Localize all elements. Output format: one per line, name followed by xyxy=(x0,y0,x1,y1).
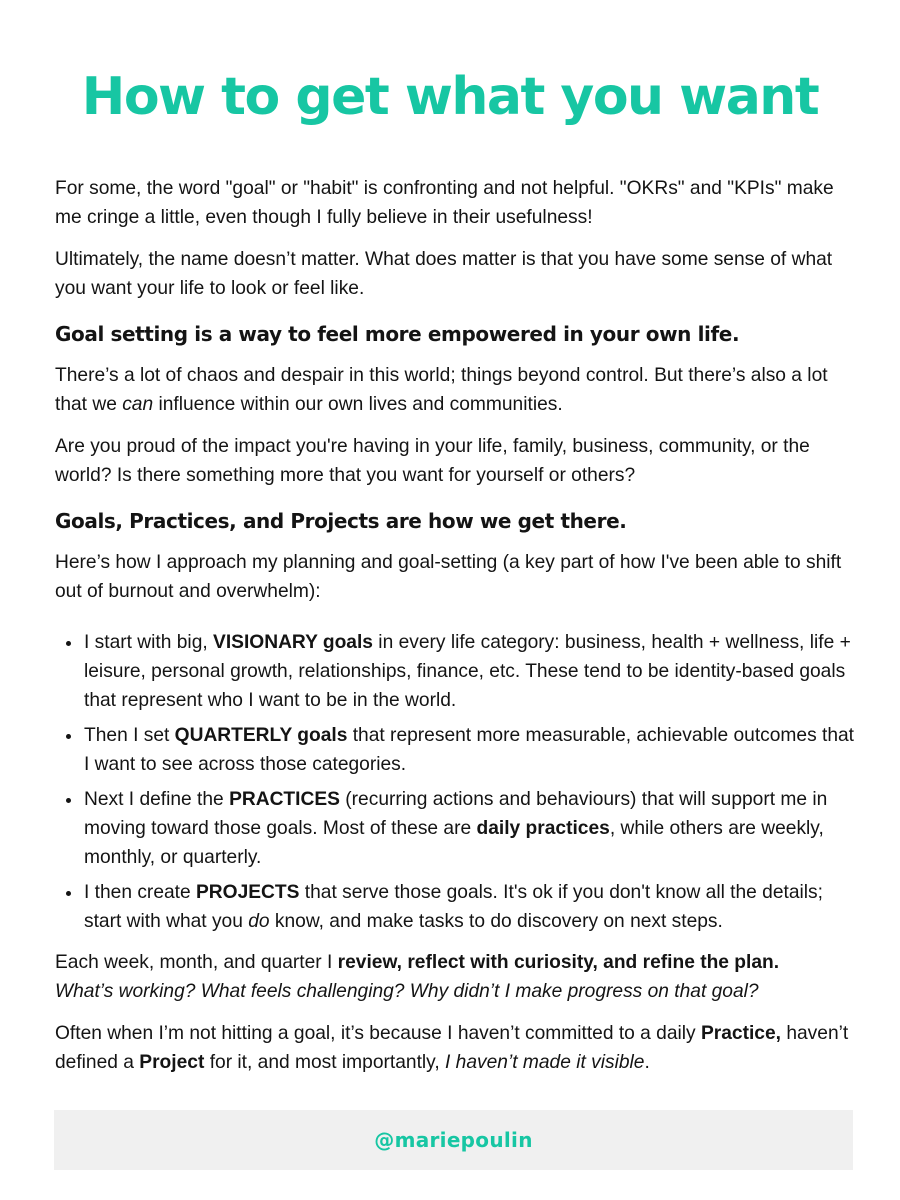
list-item-quarterly xyxy=(83,721,860,779)
review-paragraph xyxy=(55,948,860,1006)
text-run: (recurring actions and behaviours) that will support me in moving toward those goals. Most of these are xyxy=(84,789,828,839)
section-heading-empowered: Goal setting is a way to feel more empowered in your own life. xyxy=(55,322,740,346)
text-run: in every life category: business, health + wellness, life + leisure, personal growth, relationships, finance, etc. These tend to be identity-based goals that represent who I want to be in the world. xyxy=(84,632,851,711)
text-run: haven’t defined a xyxy=(55,1023,849,1073)
chaos-paragraph xyxy=(55,361,860,419)
bold-project: Project xyxy=(139,1052,205,1073)
text-run: for it, and most importantly, xyxy=(204,1052,445,1073)
bold-review-reflect-refine: review, reflect with curiosity, and refine the plan. xyxy=(337,952,780,973)
text-run: I then create xyxy=(84,882,196,903)
bold-quarterly-goals: QUARTERLY goals xyxy=(174,725,348,746)
text-run: Often when I’m not hitting a goal, it’s because I haven’t committed to a daily xyxy=(55,1023,701,1044)
section-heading-goals-practices-projects: Goals, Practices, and Projects are how we get there. xyxy=(55,509,627,533)
text-run: . xyxy=(644,1052,650,1073)
approach-list xyxy=(55,628,860,936)
author-handle: @mariepoulin xyxy=(374,1128,533,1152)
approach-paragraph: Here’s how I approach my planning and goal-setting (a key part of how I've been able to shift out of burnout and overwhelm): xyxy=(55,552,842,602)
page-title: How to get what you want xyxy=(81,67,819,127)
text-run: There’s a lot of chaos and despair in this world; things beyond control. But there’s also a lot that we xyxy=(55,365,828,415)
text-run: Then I set xyxy=(84,725,175,746)
text-run: know, and make tasks to do discovery on next steps. xyxy=(269,911,723,932)
footer-bar xyxy=(54,1110,853,1170)
closing-paragraph xyxy=(55,1019,860,1077)
intro-paragraph-1: For some, the word "goal" or "habit" is confronting and not helpful. "OKRs" and "KPIs" make me cringe a little, even though I fully believe in their usefulness! xyxy=(55,178,834,228)
text-run: influence within our own lives and communities. xyxy=(153,394,563,415)
text-run: I start with big, xyxy=(84,632,214,653)
review-questions: What’s working? What feels challenging? Why didn’t I make progress on that goal? xyxy=(55,981,759,1002)
text-run: Each week, month, and quarter I xyxy=(55,952,338,973)
bold-practices: PRACTICES xyxy=(229,789,340,810)
text-run: , while others are weekly, monthly, or quarterly. xyxy=(84,818,824,868)
emphasis-not-visible: I haven’t made it visible xyxy=(445,1052,645,1073)
bold-projects: PROJECTS xyxy=(196,882,300,903)
text-run: that represent more measurable, achievable outcomes that I want to see across those categories. xyxy=(84,725,855,775)
text-run: Next I define the xyxy=(84,789,230,810)
intro-paragraph-2: Ultimately, the name doesn’t matter. What does matter is that you have some sense of what you want your life to look or feel like. xyxy=(55,249,833,299)
proud-paragraph: Are you proud of the impact you're having in your life, family, business, community, or the world? Is there something more that you want for yourself or others? xyxy=(55,436,810,486)
text-run: that serve those goals. It's ok if you don't know all the details; start with what you xyxy=(84,882,823,932)
list-item-practices xyxy=(83,785,860,872)
bold-visionary-goals: VISIONARY goals xyxy=(213,632,373,653)
list-item-projects xyxy=(83,878,860,936)
emphasis-can: can xyxy=(122,394,154,415)
bold-daily-practices: daily practices xyxy=(476,818,610,839)
article-body xyxy=(55,174,860,1090)
bold-practice: Practice, xyxy=(700,1023,781,1044)
list-item-visionary xyxy=(83,628,860,715)
emphasis-do: do xyxy=(248,911,270,932)
